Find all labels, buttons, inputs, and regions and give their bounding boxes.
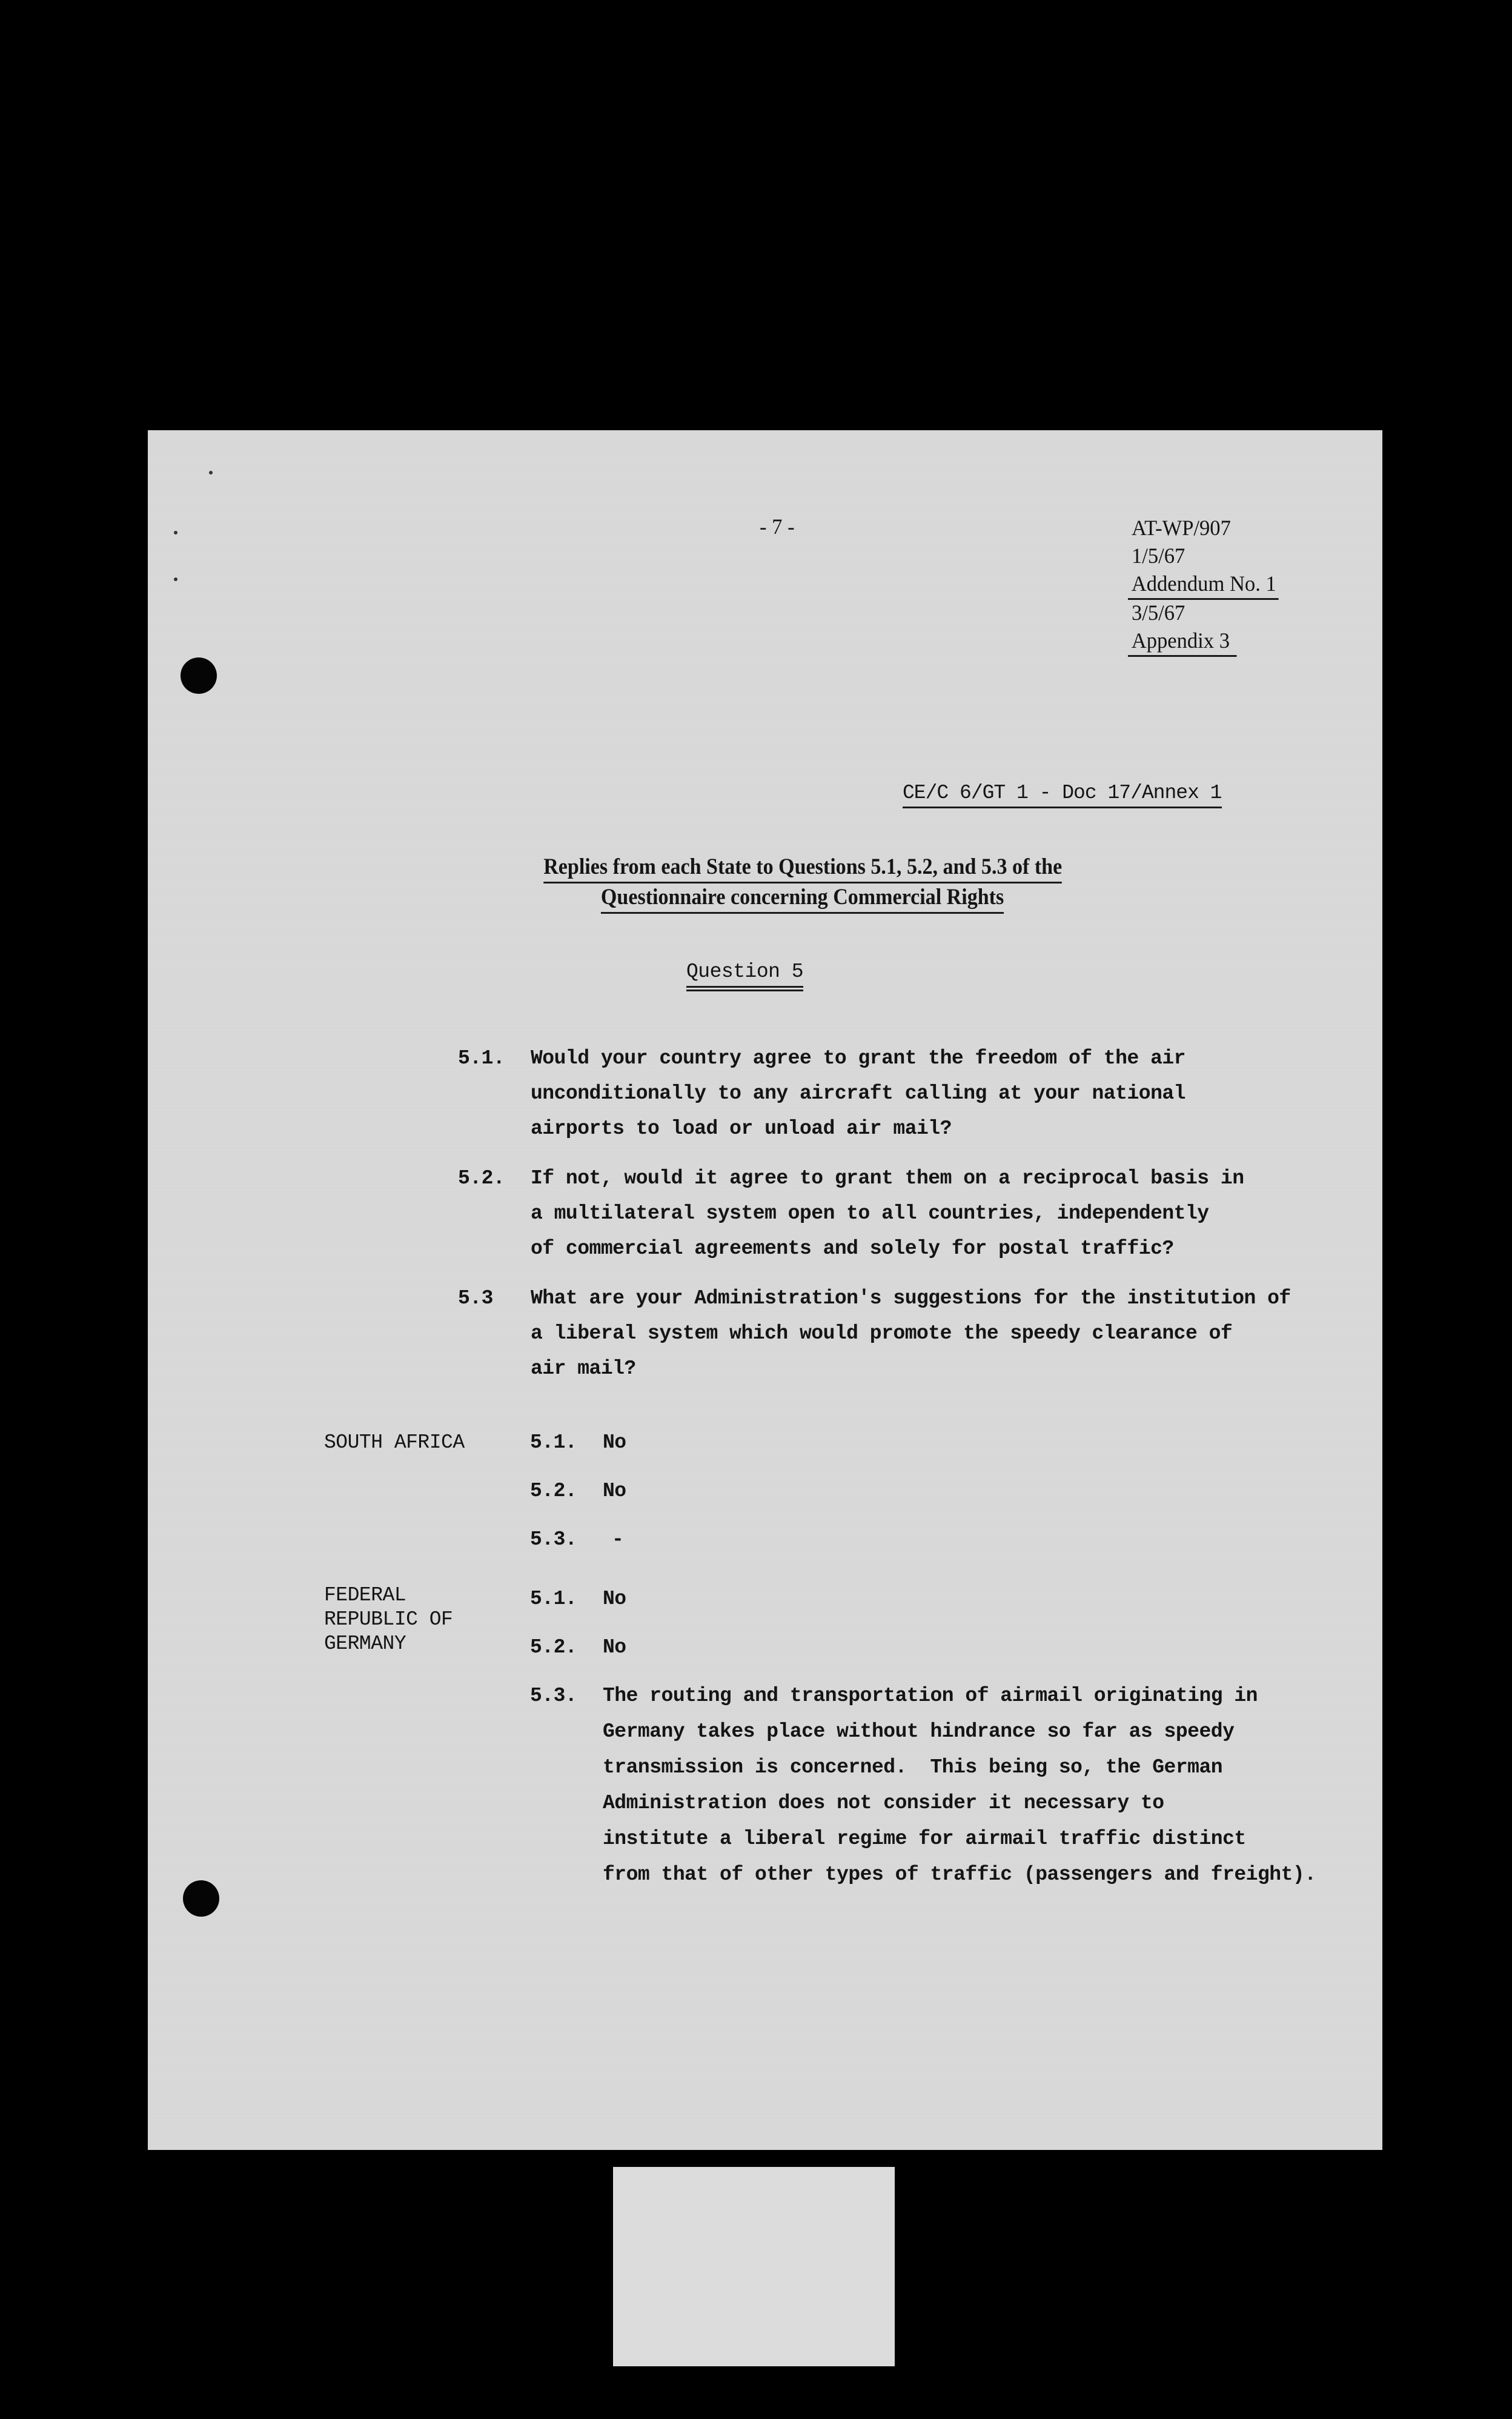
answer-text: No (603, 1588, 626, 1610)
answer-text-line: institute a liberal regime for airmail traffic distinct (603, 1828, 1246, 1850)
answer-text: - (612, 1528, 624, 1551)
state-name: SOUTH AFRICA (324, 1431, 465, 1454)
question-text-line: Would your country agree to grant the freedom of the air (531, 1047, 1185, 1070)
answer-text-line: from that of other types of traffic (passengers and freight). (603, 1863, 1316, 1886)
answer-text-line: transmission is concerned. This being so, the German (603, 1756, 1223, 1778)
question-text-line: If not, would it agree to grant them on a reciprocal basis in (531, 1167, 1244, 1190)
question-text-line: a multilateral system open to all countries, independently (531, 1202, 1209, 1225)
reference-line-appendix: Appendix 3 (1128, 627, 1237, 657)
reference-line: 3/5/67 (1132, 601, 1185, 625)
film-frame-slip (613, 2167, 895, 2366)
answer-text: No (603, 1636, 626, 1659)
document-title (418, 853, 1187, 914)
question-number: 5.3 (458, 1287, 493, 1309)
answer-text-line: Germany takes place without hindrance so far as speedy (603, 1720, 1235, 1743)
reference-line: AT-WP/907 (1132, 516, 1231, 540)
answer-number: 5.1. (530, 1588, 577, 1610)
answer-text: No (603, 1480, 626, 1502)
question-number: 5.2. (458, 1167, 505, 1190)
reference-line: 1/5/67 (1132, 544, 1185, 568)
scan-speck (174, 531, 177, 534)
state-name-line: REPUBLIC OF (324, 1608, 453, 1631)
answer-number: 5.2. (530, 1636, 577, 1659)
answer-text: No (603, 1431, 626, 1454)
answer-number: 5.1. (530, 1431, 577, 1454)
state-name-line: FEDERAL (324, 1584, 406, 1606)
scan-speck (174, 577, 177, 581)
question-text-line: What are your Administration's suggestions for the institution of (531, 1287, 1291, 1309)
scan-speck (209, 471, 213, 474)
question-number: 5.1. (458, 1047, 505, 1070)
answer-text-line: Administration does not consider it necessary to (603, 1792, 1164, 1814)
answer-number: 5.3. (530, 1528, 577, 1551)
title-line-2: Questionnaire concerning Commercial Rights (601, 883, 1004, 914)
answer-number: 5.2. (530, 1480, 577, 1502)
question-text-line: a liberal system which would promote the speedy clearance of (531, 1322, 1233, 1345)
answer-number: 5.3. (530, 1685, 577, 1707)
question-text-line: airports to load or unload air mail? (531, 1117, 952, 1140)
answer-text-line: The routing and transportation of airmail originating in (603, 1685, 1258, 1707)
annex-reference: CE/C 6/GT 1 - Doc 17/Annex 1 (903, 780, 1222, 808)
hole-punch-top (181, 657, 217, 694)
reference-line-addendum: Addendum No. 1 (1128, 570, 1279, 600)
state-name-line: GERMANY (324, 1632, 406, 1655)
section-heading: Question 5 (686, 959, 803, 991)
question-text-line: unconditionally to any aircraft calling at your national (531, 1082, 1185, 1105)
title-line-1: Replies from each State to Questions 5.1, 5.2, and 5.3 of the (543, 853, 1062, 883)
hole-punch-bottom (183, 1880, 219, 1917)
question-text-line: air mail? (531, 1357, 636, 1380)
question-text-line: of commercial agreements and solely for postal traffic? (531, 1237, 1174, 1260)
page-number: - 7 - (760, 514, 795, 539)
